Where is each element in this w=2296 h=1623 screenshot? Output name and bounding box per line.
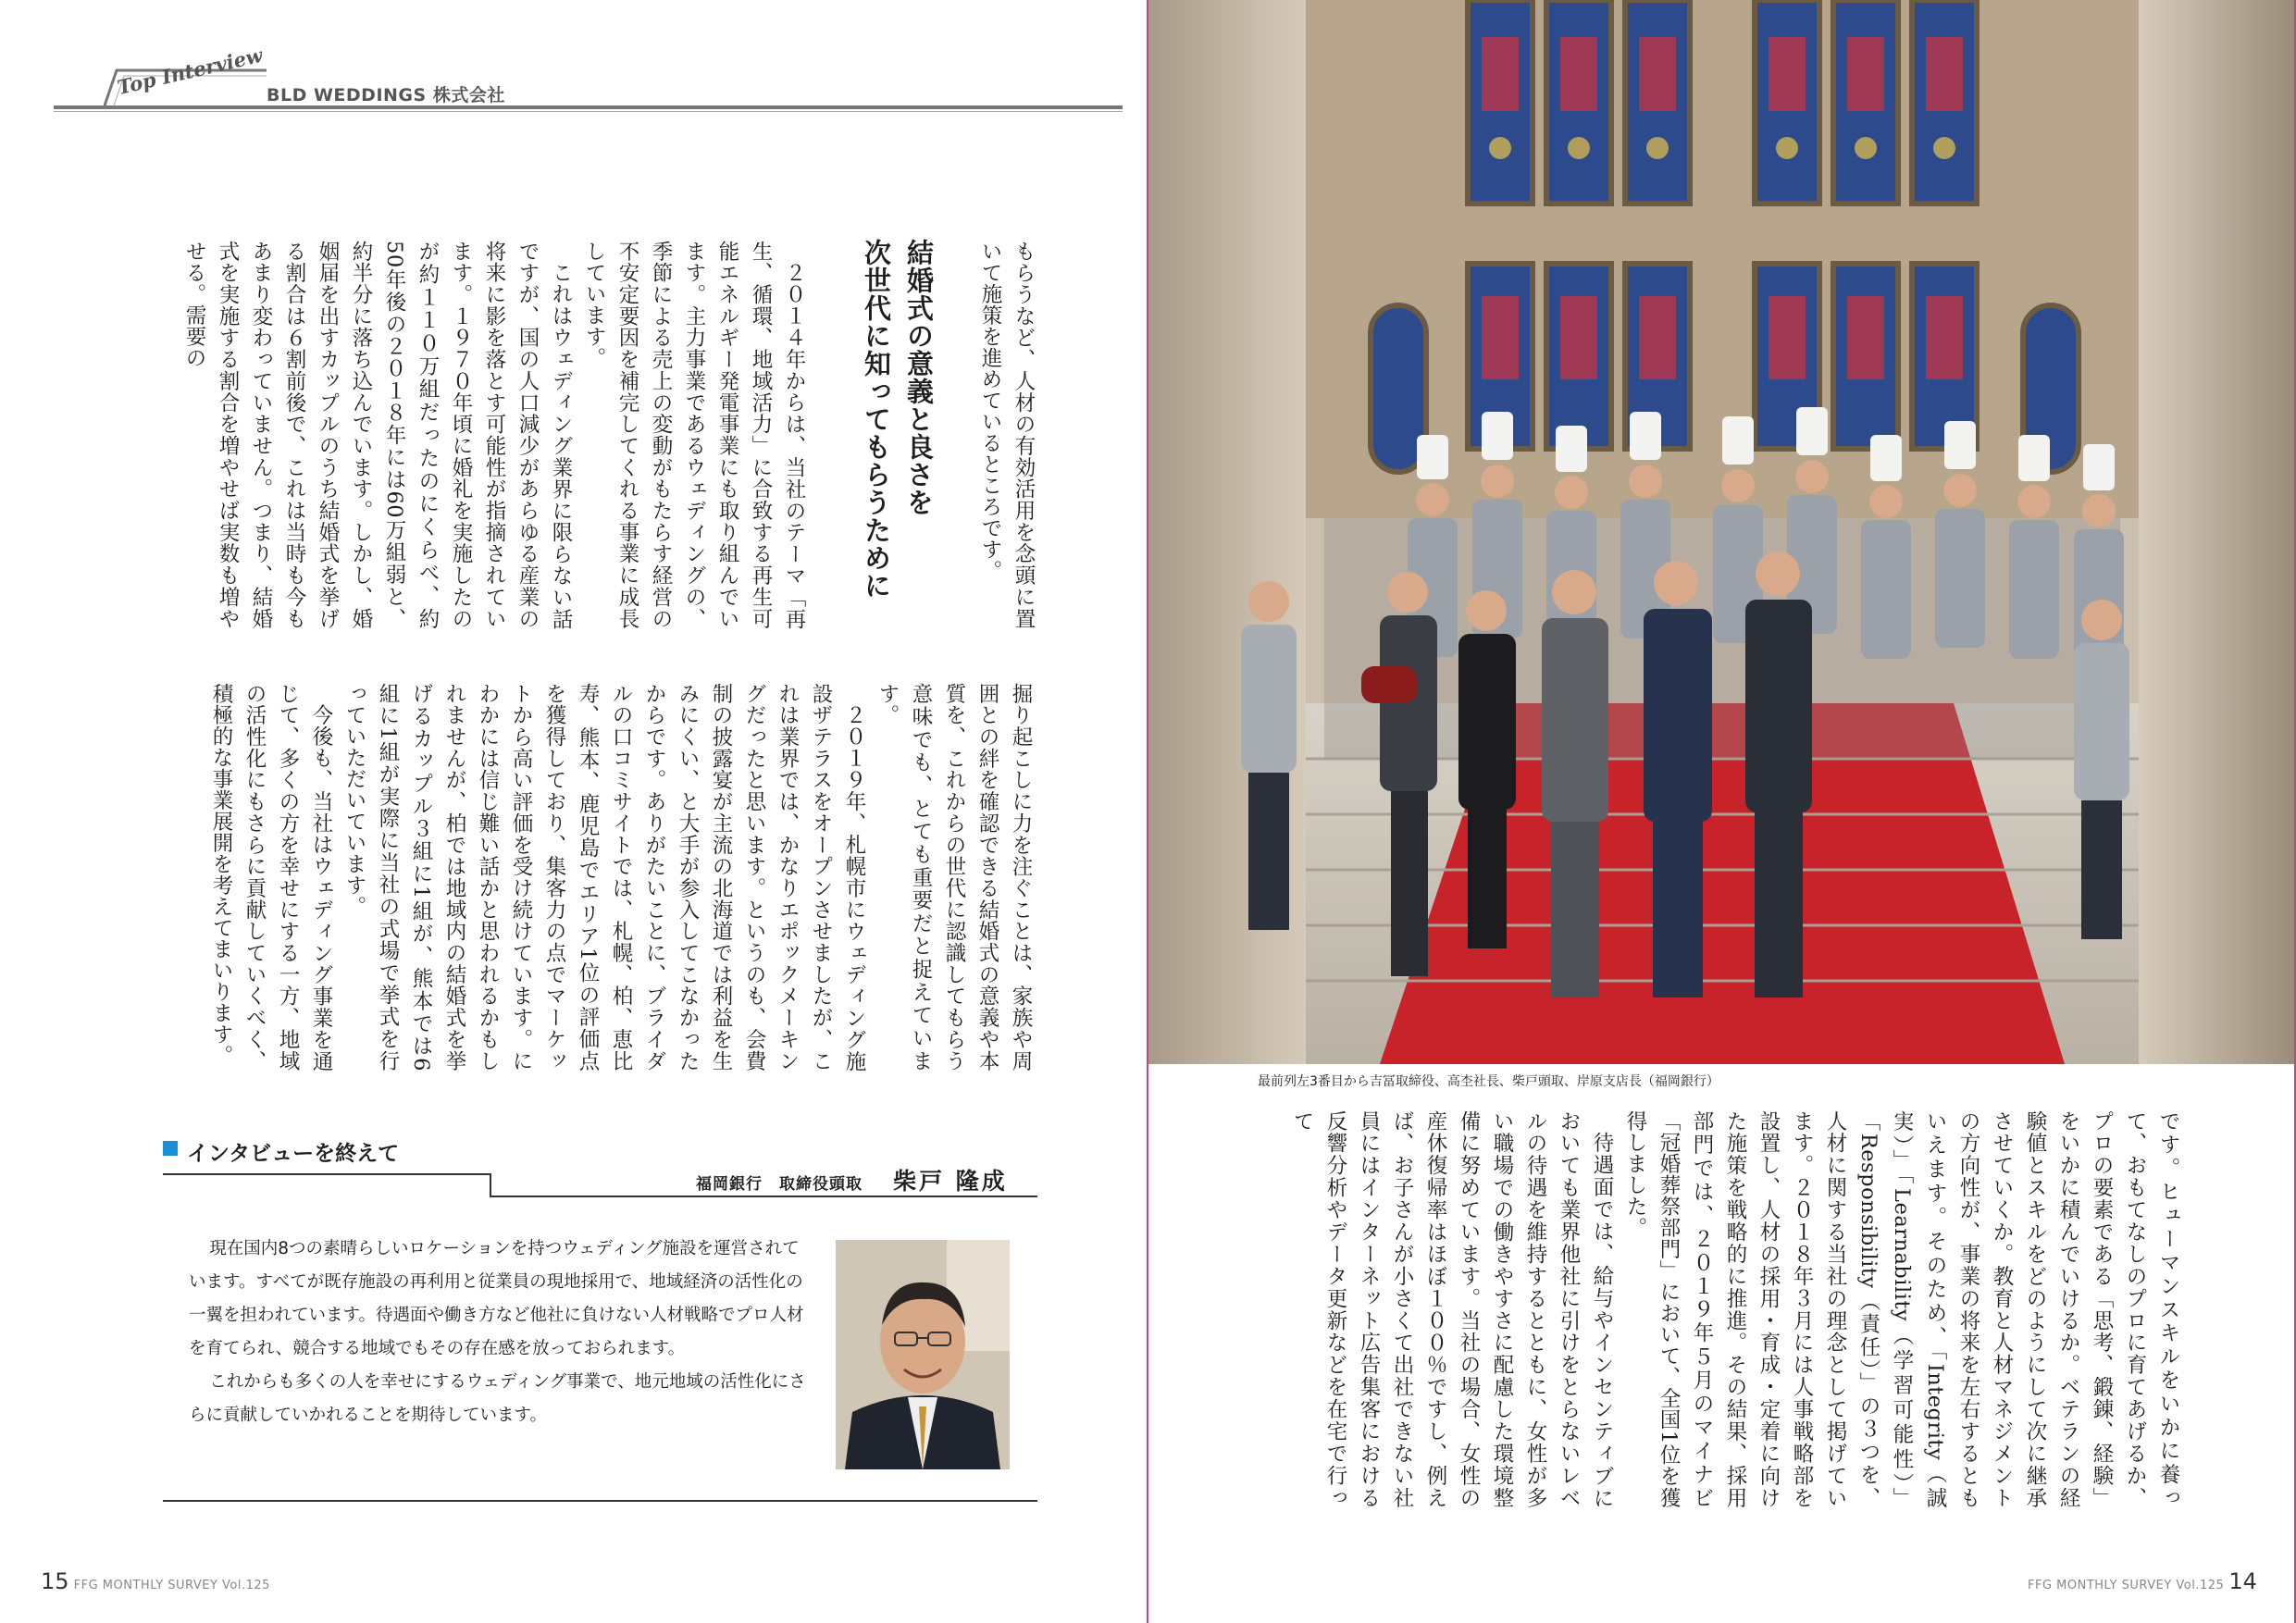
box-rule-step (490, 1173, 491, 1197)
magazine-name-right: FFG MONTHLY SURVEY Vol.125 (2028, 1579, 2225, 1592)
closing-box-title: インタビューを終えて (187, 1142, 400, 1166)
folio-right (2028, 1568, 2257, 1594)
group-photo-chapel (1148, 0, 2296, 1064)
article-text-right (1255, 1110, 2185, 1508)
section-script-label: Top Interview (115, 43, 265, 99)
closing-paragraph-2: これからも多くの人を幸せにするウェディング事業で、地元地域の活性化にさらに貢献していかれることを期待しています。 (189, 1372, 806, 1425)
closing-paragraph-1: 現在国内8つの素晴らしいロケーションを持つウェディング施設を運営されています。すべてが既存施設の再利用と従業員の現地採用で、地域経済の活性化の一翼を担われています。待遇面や働き方など他社に負けない人材戦略でプロ人材を育てられ、競合する地域でもその存在感を放っておられます。 (189, 1239, 804, 1358)
paragraph-population: これはウェディング業界に限らない話ですが、国の人口減少があらゆる産業の将来に影を落とす可能性が指摘されています。１９７０年頃に婚礼を実施したのが約１１０万組だったのにくらべ、約50年後の２０１８年には60万組弱と、約半分に落ち込んでいます。しかし、婚姻届を出すカップルのうち結婚式を挙げる割合は６割前後で、これは当時も今もあまり変わっていません。つまり、結婚式を実施する割合を増やせば実数も増やせる。需要の (182, 241, 573, 629)
chapel-group-illustration (1148, 0, 2296, 1064)
paragraph-future: 今後も、当社はウェディング事業を通じて、多くの方を幸せにする一方、地域の活性化にもさらに貢献していくべく、積極的な事業展開を考えてまいります。 (209, 683, 333, 1072)
closing-box-body (189, 1233, 807, 1432)
section-heading-line1: 結婚式の意義と良さを (903, 239, 935, 516)
paragraph-2019: ２０１９年、札幌市にウェディング施設ザテラスをオープンさせましたが、これは業界では、かなりエポックメーキングだったと思います。というのも、会費制の披露宴が主流の北海道では利益を生みにくい、と大手が参入してこなかったからです。ありがたいことに、ブライダルの口コミサイトでは、札幌、柏、恵比寿、熊本、鹿児島でエリア1位の評価点を獲得しており、集客力の点でマーケットから高い評価を受け続けています。にわかには信じ難い話かと思われるかもしれませんが、柏では地域内の結婚式を挙げるカップル３組に1組が、熊本では6組に1組が実際に当社の式場で挙式を行っていただいています。 (342, 683, 866, 1072)
interviewer-portrait (836, 1240, 1010, 1469)
magazine-name-left: FFG MONTHLY SURVEY Vol.125 (73, 1579, 270, 1592)
paragraph-treatment: 待遇面では、給与やインセンティブにおいても業界他社に引けをとらないレベルの待遇を維持するとともに、女性が多い職場での働きやすさに配慮した環境整備に努めています。当社の場合、女性の産休復帰率はほぼ１００％ですし、例えば、お子さんが小さくて出社できない社員にはインターネット広告集客における反響分析やデータ更新などを在宅で行って (1290, 1110, 1614, 1508)
article-text-intro (974, 241, 1040, 629)
photo-caption: 最前列左3番目から吉冨取締役、高杢社長、柴戸頭取、岸原支店長（福岡銀行） (1258, 1074, 1719, 1089)
interviewer-credit (696, 1163, 1008, 1196)
paragraph-2014: ２０１４年からは、当社のテーマ「再生、循環、地域活力」に合致する再生可能エネルギー発電事業にも取り組んでいます。主力事業であるウェディングの、季節による売上の変動がもたらす経営の不安定要因を補完してくれる事業に成長しています。 (582, 241, 806, 629)
right-page (1148, 0, 2296, 1623)
page-number-left: 15 (41, 1568, 69, 1594)
interviewer-org: 福岡銀行 取締役頭取 (696, 1175, 863, 1194)
header-rule-thin (54, 111, 1123, 112)
box-rule-top-a (163, 1173, 490, 1175)
section-heading-line2: 次世代に知ってもらうために (861, 239, 892, 600)
folio-left (41, 1568, 270, 1594)
section-heading (848, 239, 940, 627)
page-number-right: 14 (2228, 1568, 2257, 1594)
portrait-illustration (836, 1240, 1010, 1469)
company-name: BLD WEDDINGS 株式会社 (267, 85, 505, 105)
intro-paragraph: もらうなど、人材の有効活用を念頭に置いて施策を進めているところです。 (978, 241, 1036, 629)
paragraph-dig: 掘り起こしに力を注ぐことは、家族や周囲との絆を確認できる結婚式の意義や本質を、これからの世代に認識してもらう意味でも、とても重要だと捉えています。 (875, 683, 1033, 1072)
header-rule (54, 105, 1123, 109)
box-rule-bottom (163, 1500, 1037, 1502)
paragraph-human-skill: です。ヒューマンスキルをいかに養って、おもてなしのプロに育てあげるか、プロの要素である「思考、鍛錬、経験」をいかに積んでいけるか。ベテランの経験値とスキルをどのようにして次に継承させていくか。教育と人材マネジメントの方向性が、事業の将来を左右するともいえます。そのため、「Integrity（誠実）」「Learnability（学習可能性）」「Responsibility（責任）」の３つを、人材に関する当社の理念として掲げています。２０１８年３月には人事戦略部を設置し、人材の採用・育成・定着に向けた施策を戦略的に推進。その結果、採用部門では、２０１９年５月のマイナビ「冠婚葬祭部門」において、全国1位を獲得しました。 (1623, 1110, 2180, 1508)
interviewer-name: 柴戸 隆成 (893, 1168, 1008, 1195)
article-text-upper (163, 241, 811, 629)
article-text-lower (163, 683, 1037, 1072)
